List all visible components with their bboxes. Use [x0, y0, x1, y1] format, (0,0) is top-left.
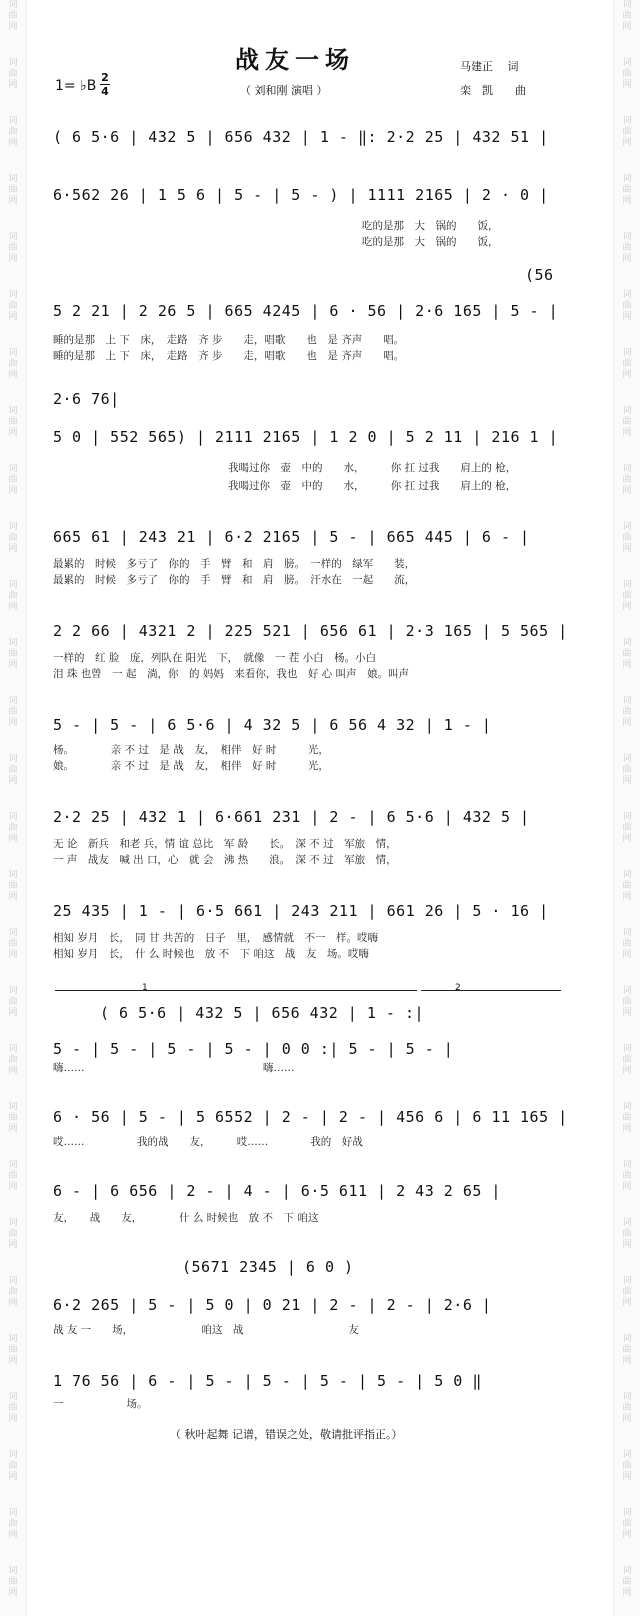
volta-bracket-2 [421, 990, 561, 991]
watermark-right: 词 曲 网 [622, 116, 632, 148]
lyric-line: 友， 战 友， 什 么 时候也 放 不 下 咱这 [53, 1212, 319, 1224]
lyric-line: 泪 珠 也曾 一 起 淌，你 的 妈妈 来看你，我也 好 心 叫声 娘。叫声 [53, 668, 410, 680]
lyric-line: 我喝过你 壶 中的 水， 你 扛 过我 肩上的 枪， [228, 480, 517, 492]
notation-line: (5671 2345 | 6 0 ) [182, 1258, 354, 1276]
watermark-right: 词 曲 网 [622, 348, 632, 380]
watermark-right: 词 曲 网 [622, 986, 632, 1018]
lyric-line: 杨。 亲 不 过 是 战 友， 相伴 好 时 光， [53, 744, 329, 756]
watermark-right: 词 曲 网 [622, 290, 632, 322]
notation-line: 6 - | 6 656 | 2 - | 4 - | 6·5 611 | 2 43 2 65 | [53, 1182, 501, 1200]
watermark-left: 词 曲 网 [8, 986, 18, 1018]
watermark-left: 词 曲 网 [8, 406, 18, 438]
lyricist-credit: 马建正 词 [460, 60, 519, 73]
watermark-left: 词 曲 网 [8, 1102, 18, 1134]
song-title: 战友一场 [235, 46, 355, 74]
lyric-line: 我喝过你 壶 中的 水， 你 扛 过我 肩上的 枪， [228, 462, 517, 474]
watermark-right: 词 曲 网 [622, 928, 632, 960]
volta-number-2: 2 [455, 983, 461, 993]
notation-line: 6·562 26 | 1 5 6 | 5 - | 5 - ) | 1111 2165 | 2 · 0 | [53, 186, 549, 204]
notation-line: 2 2 66 | 4321 2 | 225 521 | 656 61 | 2·3 165 | 5 565 | [53, 622, 568, 640]
watermark-right: 词 曲 网 [622, 1334, 632, 1366]
watermark-left: 词 曲 网 [8, 290, 18, 322]
notation-line: 5 - | 5 - | 5 - | 5 - | 0 0 :| 5 - | 5 - | [53, 1040, 454, 1058]
watermark-right: 词 曲 网 [622, 1392, 632, 1424]
watermark-right: 词 曲 网 [622, 1508, 632, 1540]
watermark-left: 词 曲 网 [8, 174, 18, 206]
watermark-left: 词 曲 网 [8, 754, 18, 786]
watermark-right: 词 曲 网 [622, 1102, 632, 1134]
watermark-right: 词 曲 网 [622, 1044, 632, 1076]
lyric-line: 睡的是那 上 下 床， 走路 齐 步 走，唱歌 也 是 齐声 唱。 [53, 334, 405, 346]
composer-credit: 栾 凯 曲 [460, 84, 526, 97]
watermark-left: 词 曲 网 [8, 1392, 18, 1424]
watermark-left: 词 曲 网 [8, 348, 18, 380]
notation-line: 25 435 | 1 - | 6·5 661 | 243 211 | 661 26 | 5 · 16 | [53, 902, 549, 920]
lyric-line: 一 场。 [53, 1398, 148, 1410]
watermark-left: 词 曲 网 [8, 0, 18, 32]
watermark-right: 词 曲 网 [622, 638, 632, 670]
lyric-line: 吃的是那 大 锅的 饭， [362, 220, 499, 232]
notation-line: 5 0 | 552 565) | 2111 2165 | 1 2 0 | 5 2 11 | 216 1 | [53, 428, 559, 446]
notation-line: 5 2 21 | 2 26 5 | 665 4245 | 6 · 56 | 2·6 165 | 5 - | [53, 302, 559, 320]
watermark-left: 词 曲 网 [8, 812, 18, 844]
watermark-left: 词 曲 网 [8, 464, 18, 496]
watermark-left: 词 曲 网 [8, 232, 18, 264]
notation-line: ( 6 5·6 | 432 5 | 656 432 | 1 - ‖: 2·2 25 | 432 51 | [53, 128, 549, 146]
watermark-right: 词 曲 网 [622, 1160, 632, 1192]
watermark-right: 词 曲 网 [622, 1450, 632, 1482]
time-numerator: 2 [101, 71, 109, 84]
key-signature: 1= ♭B [55, 78, 97, 94]
watermark-right: 词 曲 网 [622, 522, 632, 554]
watermark-left: 词 曲 网 [8, 58, 18, 90]
watermark-right: 词 曲 网 [622, 580, 632, 612]
watermark-left: 词 曲 网 [8, 1160, 18, 1192]
footer-note: （ 秋叶起舞 记谱，错误之处，敬请批评指正。） [170, 1428, 403, 1441]
watermark-left: 词 曲 网 [8, 1566, 18, 1598]
lyric-line: 一 声 战友 喊 出 口，心 就 会 沸 热 浪。 深 不 过 军旅 情， [53, 854, 397, 866]
watermark-right: 词 曲 网 [622, 406, 632, 438]
watermark-left: 词 曲 网 [8, 580, 18, 612]
lyric-line: 相知 岁月 长， 同 甘 共苦的 日子 里， 感情就 不一 样。哎嗨 [53, 932, 379, 944]
lyric-line: 睡的是那 上 下 床， 走路 齐 步 走，唱歌 也 是 齐声 唱。 [53, 350, 405, 362]
watermark-right: 词 曲 网 [622, 174, 632, 206]
watermark-right: 词 曲 网 [622, 870, 632, 902]
watermark-left: 词 曲 网 [8, 1218, 18, 1250]
watermark-right: 词 曲 网 [622, 464, 632, 496]
lyric-line: 嗨…… 嗨…… [53, 1062, 295, 1074]
notation-line: ( 6 5·6 | 432 5 | 656 432 | 1 - :| [100, 1004, 425, 1022]
notation-pickup: (56 [525, 266, 554, 284]
notation-line: 1 76 56 | 6 - | 5 - | 5 - | 5 - | 5 - | 5 0 ‖ [53, 1372, 482, 1390]
watermark-left: 词 曲 网 [8, 1508, 18, 1540]
watermark-right: 词 曲 网 [622, 812, 632, 844]
watermark-right: 词 曲 网 [622, 58, 632, 90]
lyric-line: 最累的 时候 多亏了 你的 手 臂 和 肩 膀。 一样的 绿军 装， [53, 558, 416, 570]
watermark-left: 词 曲 网 [8, 522, 18, 554]
notation-line: 5 - | 5 - | 6 5·6 | 4 32 5 | 6 56 4 32 | 1 - | [53, 716, 492, 734]
watermark-right: 词 曲 网 [622, 1218, 632, 1250]
lyric-line: 哎…… 我的战 友， 哎…… 我的 好战 [53, 1136, 363, 1148]
lyric-line: 吃的是那 大 锅的 饭， [362, 236, 499, 248]
notation-line: 2·2 25 | 432 1 | 6·661 231 | 2 - | 6 5·6 | 432 5 | [53, 808, 530, 826]
performer-credit: （ 刘和刚 演唱 ） [240, 84, 328, 97]
lyric-line: 娘。 亲 不 过 是 战 友， 相伴 好 时 光， [53, 760, 329, 772]
lyric-line: 最累的 时候 多亏了 你的 手 臂 和 肩 膀。 汗水在 一起 流， [53, 574, 416, 586]
watermark-left: 词 曲 网 [8, 638, 18, 670]
watermark-left: 词 曲 网 [8, 928, 18, 960]
lyric-line: 相知 岁月 长， 什 么 时候也 放 不 下 咱这 战 友 场。哎嗨 [53, 948, 369, 960]
watermark-left: 词 曲 网 [8, 870, 18, 902]
watermark-left: 词 曲 网 [8, 696, 18, 728]
lyric-line: 一样的 红 脸 庞，列队在 阳光 下， 就像 一 茬 小白 杨。小白 [53, 652, 377, 664]
volta-bracket-1 [55, 990, 417, 991]
watermark-left: 词 曲 网 [8, 1334, 18, 1366]
watermark-right: 词 曲 网 [622, 1276, 632, 1308]
watermark-left: 词 曲 网 [8, 116, 18, 148]
notation-line: 665 61 | 243 21 | 6·2 2165 | 5 - | 665 445 | 6 - | [53, 528, 530, 546]
watermark-right: 词 曲 网 [622, 696, 632, 728]
time-denominator: 4 [101, 85, 109, 98]
watermark-right: 词 曲 网 [622, 754, 632, 786]
notation-pickup: 2·6 76| [53, 390, 120, 408]
watermark-right: 词 曲 网 [622, 1566, 632, 1598]
notation-line: 6 · 56 | 5 - | 5 6552 | 2 - | 2 - | 456 6 | 6 11 165 | [53, 1108, 568, 1126]
watermark-right: 词 曲 网 [622, 232, 632, 264]
watermark-left: 词 曲 网 [8, 1276, 18, 1308]
volta-number-1: 1 [142, 983, 148, 993]
watermark-left: 词 曲 网 [8, 1450, 18, 1482]
watermark-right: 词 曲 网 [622, 0, 632, 32]
time-signature [100, 72, 110, 97]
notation-line: 6·2 265 | 5 - | 5 0 | 0 21 | 2 - | 2 - | 2·6 | [53, 1296, 492, 1314]
lyric-line: 战 友 一 场， 咱这 战 友 [53, 1324, 359, 1336]
watermark-left: 词 曲 网 [8, 1044, 18, 1076]
lyric-line: 无 论 新兵 和老 兵，情 谊 总比 军 龄 长。 深 不 过 军旅 情， [53, 838, 397, 850]
